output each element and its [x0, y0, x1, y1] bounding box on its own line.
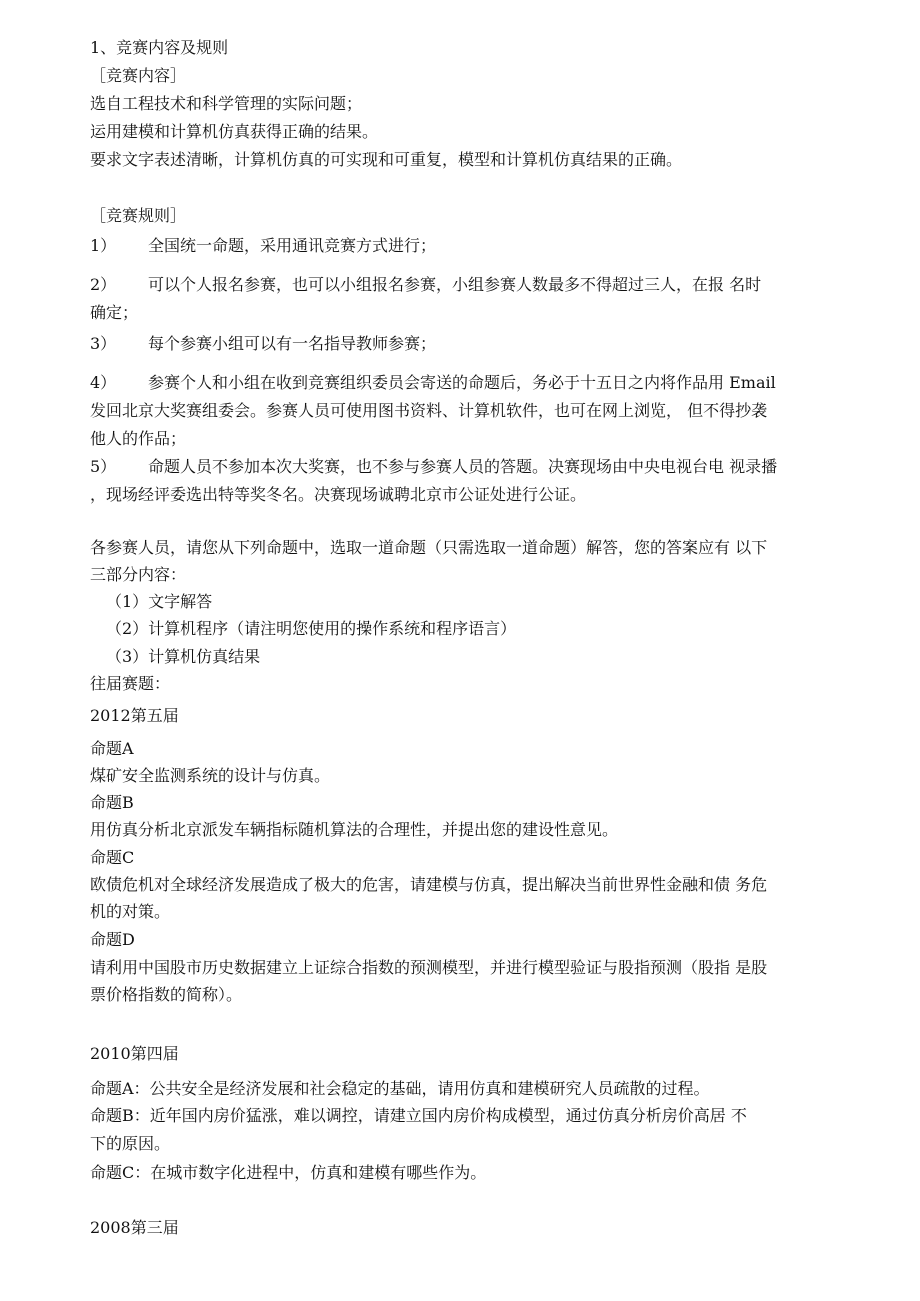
- rule-number: 2）: [90, 275, 117, 294]
- content-line: 要求文字表述清晰，计算机仿真的可实现和可重复，模型和计算机仿真结果的正确。: [90, 150, 683, 169]
- rule-line: 全国统一命题，采用通讯竞赛方式进行；: [148, 236, 437, 255]
- edition-line: 欧债危机对全球经济发展造成了极大的危害，请建模与仿真，提出解决当前世界性金融和债 务危: [90, 875, 768, 894]
- rule-line: 每个参赛小组可以有一名指导教师参赛；: [148, 334, 437, 353]
- edition-line: 下的原因。: [90, 1134, 171, 1153]
- content-section-title: ［竞赛内容］: [90, 66, 187, 85]
- section-heading: 1、竞赛内容及规则: [90, 38, 229, 57]
- rule-line: 确定；: [90, 303, 139, 322]
- rule-line: 可以个人报名参赛，也可以小组报名参赛，小组参赛人数最多不得超过三人，在报 名时: [148, 275, 762, 294]
- edition-line: 命题B：近年国内房价猛涨，难以调控，请建立国内房价构成模型，通过仿真分析房价高居 不: [90, 1106, 747, 1125]
- answer-part-item: （1）文字解答: [106, 592, 213, 611]
- edition-line: 命题A: [90, 739, 134, 758]
- rule-line: 他人的作品；: [90, 429, 187, 448]
- answer-part-item: （2）计算机程序（请注明您使用的操作系统和程序语言）: [106, 619, 517, 638]
- past-topics-label: 往届赛题：: [90, 674, 171, 693]
- content-line: 选自工程技术和科学管理的实际问题；: [90, 94, 363, 113]
- answer-part-item: （3）计算机仿真结果: [106, 647, 261, 666]
- edition-title: 2012第五届: [90, 706, 179, 725]
- edition-line: 命题D: [90, 930, 135, 949]
- rule-line: 命题人员不参加本次大奖赛，也不参与参赛人员的答题。决赛现场由中央电视台电 视录播: [148, 457, 778, 476]
- instruction-line: 三部分内容：: [90, 565, 187, 584]
- edition-line: 命题B: [90, 793, 134, 812]
- edition-line: 命题A：公共安全是经济发展和社会稳定的基础，请用仿真和建模研究人员疏散的过程。: [90, 1079, 710, 1098]
- edition-line: 煤矿安全监测系统的设计与仿真。: [90, 766, 331, 785]
- rule-line: 参赛个人和小组在收到竞赛组织委员会寄送的命题后，务必于十五日之内将作品用 Email: [148, 373, 776, 392]
- rule-number: 3）: [90, 334, 117, 353]
- rule-number: 5）: [90, 457, 117, 476]
- edition-line: 请利用中国股市历史数据建立上证综合指数的预测模型，并进行模型验证与股指预测（股指 是股: [90, 958, 768, 977]
- rule-line: 发回北京大奖赛组委会。参赛人员可使用图书资料、计算机软件，也可在网上浏览， 但不得抄袭: [90, 401, 768, 420]
- edition-title: 2008第三届: [90, 1218, 179, 1237]
- edition-title: 2010第四届: [90, 1044, 179, 1063]
- content-line: 运用建模和计算机仿真获得正确的结果。: [90, 122, 379, 141]
- edition-line: 用仿真分析北京派发车辆指标随机算法的合理性，并提出您的建设性意见。: [90, 820, 619, 839]
- rules-section-title: ［竞赛规则］: [90, 206, 187, 225]
- edition-line: 命题C：在城市数字化进程中，仿真和建模有哪些作为。: [90, 1163, 487, 1182]
- edition-line: 机的对策。: [90, 902, 171, 921]
- rule-line: ，现场经评委选出特等奖冬名。决赛现场诚聘北京市公证处进行公证。: [90, 485, 587, 504]
- rule-number: 1）: [90, 236, 117, 255]
- edition-line: 票价格指数的简称）。: [90, 985, 243, 1004]
- edition-line: 命题C: [90, 848, 135, 867]
- rule-number: 4）: [90, 373, 117, 392]
- instruction-line: 各参赛人员，请您从下列命题中，选取一道命题（只需选取一道命题）解答，您的答案应有 以下: [90, 538, 768, 557]
